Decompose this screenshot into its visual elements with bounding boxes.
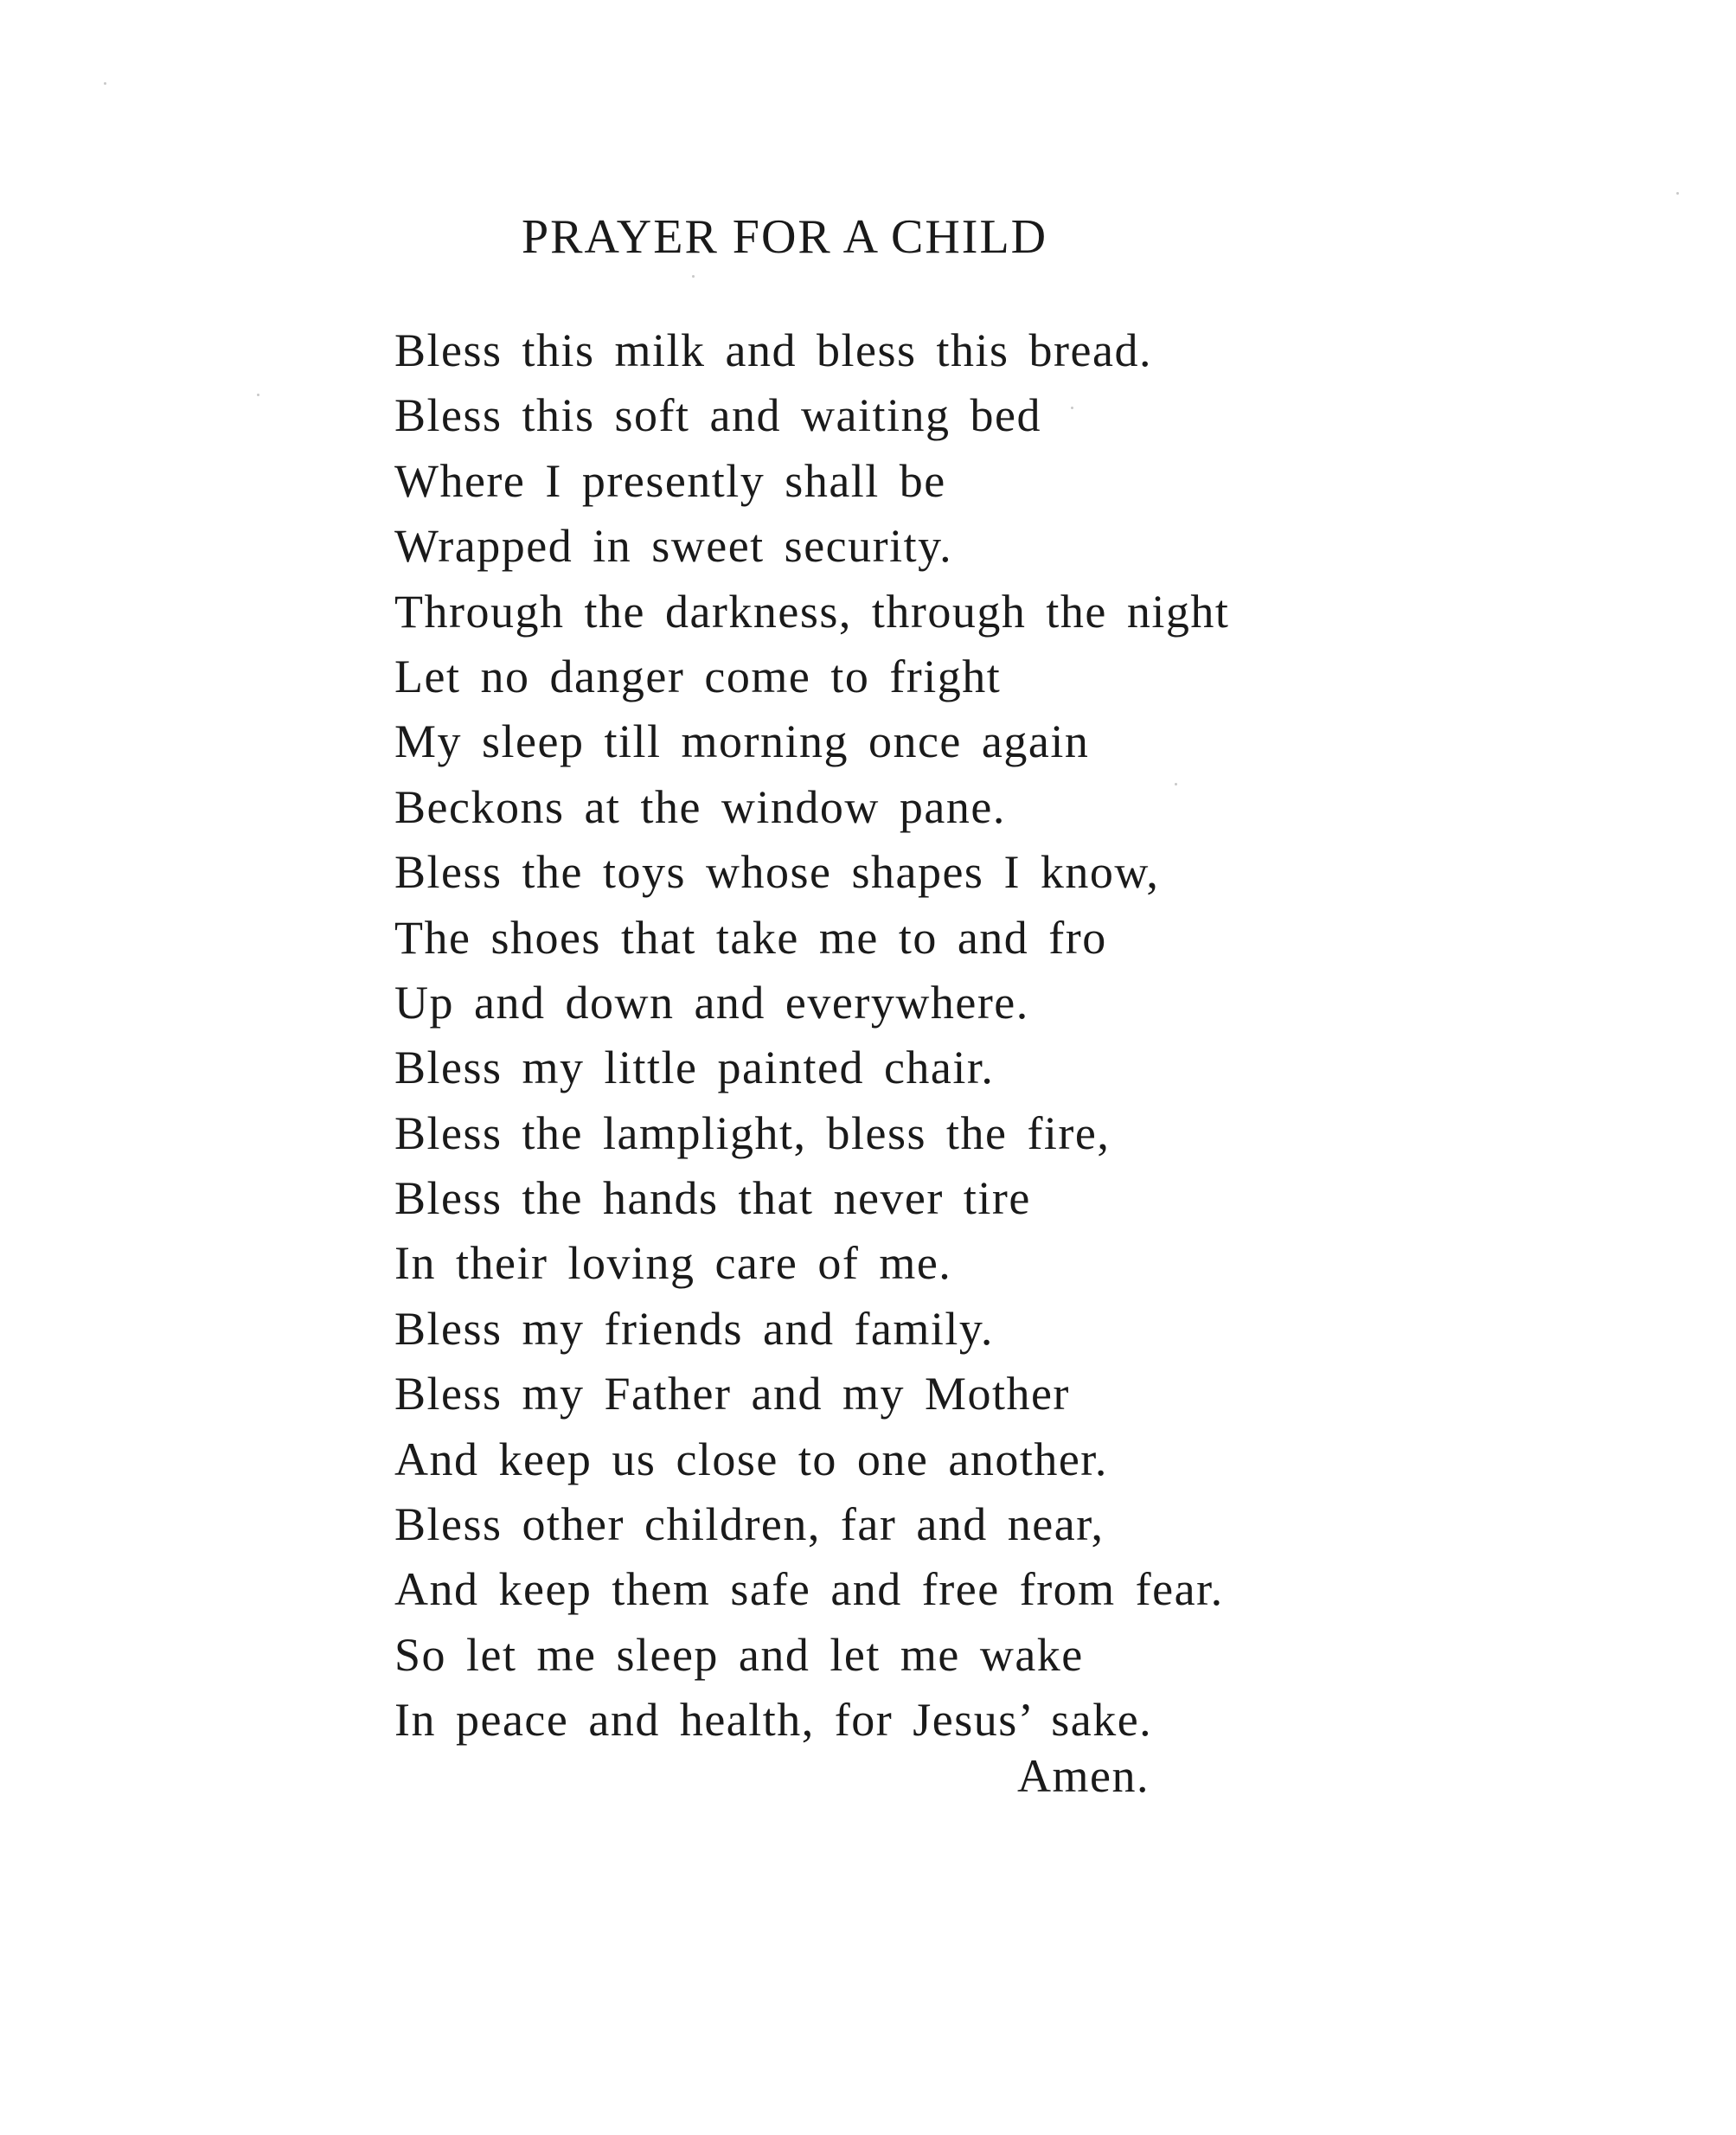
scan-speck <box>1676 192 1679 195</box>
poem-line: Bless my friends and family. <box>394 1302 994 1355</box>
poem-line: So let me sleep and let me wake <box>394 1628 1084 1681</box>
poem-body <box>394 318 1346 1754</box>
poem-line: Let no danger come to fright <box>394 650 1002 702</box>
poem-line: Bless this milk and bless this bread. <box>394 324 1152 376</box>
poem-line: The shoes that take me to and fro <box>394 911 1107 964</box>
poem-line: Where I presently shall be <box>394 454 946 507</box>
scan-speck <box>692 275 695 278</box>
poem-line: In peace and health, for Jesus’ sake. <box>394 1694 1153 1747</box>
scan-speck <box>104 82 106 85</box>
poem-line: Bless my little painted chair. <box>394 1042 995 1094</box>
scan-speck <box>257 394 259 396</box>
poem-line: My sleep till morning once again <box>394 715 1090 768</box>
poem-closing: Amen. <box>1017 1750 1150 1802</box>
poem-line: Through the darkness, through the night <box>394 585 1230 638</box>
poem-line: In their loving care of me. <box>394 1237 952 1290</box>
poem-line: Beckons at the window pane. <box>394 780 1006 833</box>
poem-line: And keep us close to one another. <box>394 1433 1108 1485</box>
poem-line: And keep them safe and free from fear. <box>394 1563 1224 1616</box>
poem-line: Up and down and everywhere. <box>394 976 1029 1029</box>
poem-line: Bless the toys whose shapes I know, <box>394 846 1160 899</box>
poem-line: Bless the hands that never tire <box>394 1172 1031 1225</box>
poem-line: Bless other children, far and near, <box>394 1498 1105 1551</box>
poem-line: Bless the lamplight, bless the fire, <box>394 1106 1111 1159</box>
poem-line: Bless this soft and waiting bed <box>394 389 1041 442</box>
poem-line: Wrapped in sweet security. <box>394 520 953 573</box>
poem-title: PRAYER FOR A CHILD <box>522 210 1048 264</box>
poem-line: Bless my Father and my Mother <box>394 1368 1070 1420</box>
